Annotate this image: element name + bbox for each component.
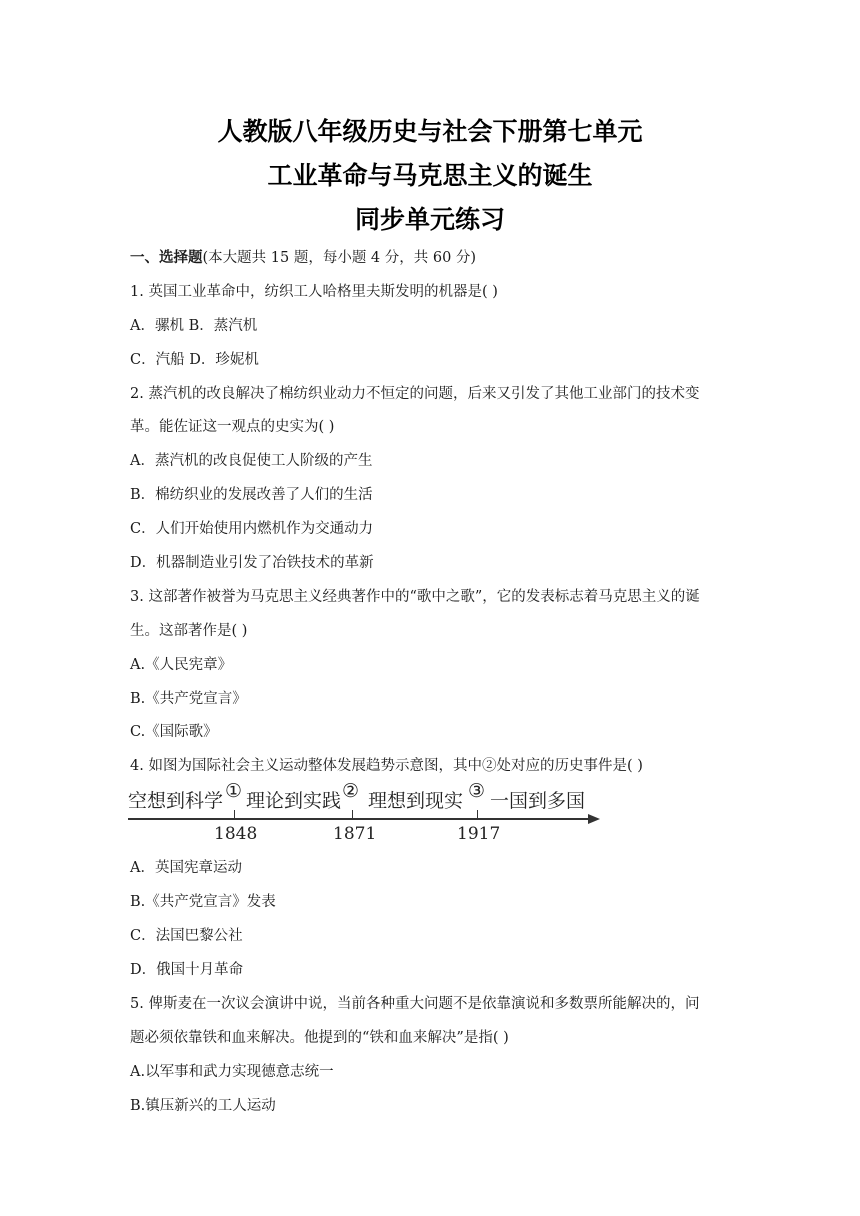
question-3-option-a: A.《人民宪章》: [130, 657, 233, 673]
question-4-option-d: D．俄国十月革命: [130, 962, 244, 978]
section-note: (本大题共 15 题，每小题 4 分，共 60 分): [202, 250, 477, 266]
timeline-year-1: 1848: [214, 824, 258, 844]
timeline-arrow-icon: [588, 814, 600, 824]
timeline-year-2: 1871: [333, 824, 377, 844]
question-1-stem: 1. 英国工业革命中，纺织工人哈格里夫斯发明的机器是( ): [130, 284, 498, 300]
timeline-diagram: [128, 780, 598, 850]
question-4-option-a: A．英国宪章运动: [130, 860, 242, 876]
question-2-stem-line1: 2. 蒸汽机的改良解决了棉纺织业动力不恒定的问题，后来又引发了其他工业部门的技术变: [130, 386, 700, 402]
section-label: 一、选择题: [130, 250, 203, 266]
timeline-tick-1: [234, 810, 235, 819]
question-2-option-a: A．蒸汽机的改良促使工人阶级的产生: [130, 453, 373, 469]
question-5-stem-line1: 5. 俾斯麦在一次议会演讲中说，当前各种重大问题不是依靠演说和多数票所能解决的，问: [130, 996, 700, 1012]
question-5-option-a: A.以军事和武力实现德意志统一: [130, 1064, 334, 1080]
doc-title-line3: 同步单元练习: [354, 205, 505, 234]
timeline-tick-2: [352, 810, 353, 819]
doc-title-line1: 人教版八年级历史与社会下册第七单元: [217, 117, 643, 146]
question-5-stem-line2: 题必须依靠铁和血来解决。他提到的“铁和血来解决”是指( ): [130, 1030, 509, 1046]
question-5-option-b: B.镇压新兴的工人运动: [130, 1098, 276, 1114]
timeline-marker-2: ②: [342, 780, 360, 802]
question-2-option-c: C．人们开始使用内燃机作为交通动力: [130, 521, 374, 537]
question-4-option-c: C．法国巴黎公社: [130, 928, 243, 944]
timeline-marker-3: ③: [468, 780, 486, 802]
question-3-option-c: C.《国际歌》: [130, 724, 218, 740]
question-4-stem: 4. 如图为国际社会主义运动整体发展趋势示意图，其中②处对应的历史事件是( ): [130, 758, 643, 774]
question-1-options-cd: C．汽船 D．珍妮机: [130, 352, 259, 368]
question-2-stem-line2: 革。能佐证这一观点的史实为( ): [130, 419, 335, 435]
timeline-year-3: 1917: [457, 824, 501, 844]
question-2-option-d: D．机器制造业引发了冶铁技术的革新: [130, 555, 374, 571]
timeline-axis: [128, 818, 590, 820]
timeline-segment-3: 理想到现实: [368, 790, 464, 812]
question-2-option-b: B．棉纺织业的发展改善了人们的生活: [130, 487, 373, 503]
question-3-option-b: B.《共产党宣言》: [130, 691, 247, 707]
timeline-segment-4: 一国到多国: [490, 790, 586, 812]
question-4-option-b: B.《共产党宣言》发表: [130, 894, 276, 910]
timeline-segment-1: 空想到科学: [128, 790, 224, 812]
question-1-options-ab: A．骡机 B．蒸汽机: [130, 318, 258, 334]
doc-title-line2: 工业革命与马克思主义的诞生: [267, 161, 593, 190]
timeline-tick-3: [477, 810, 478, 819]
question-3-stem-line1: 3. 这部著作被誉为马克思主义经典著作中的“歌中之歌”，它的发表标志着马克思主义的诞: [130, 589, 700, 605]
timeline-marker-1: ①: [225, 780, 243, 802]
section-heading: [130, 246, 476, 267]
timeline-segment-2: 理论到实践: [246, 790, 342, 812]
question-3-stem-line2: 生。这部著作是( ): [130, 623, 248, 639]
